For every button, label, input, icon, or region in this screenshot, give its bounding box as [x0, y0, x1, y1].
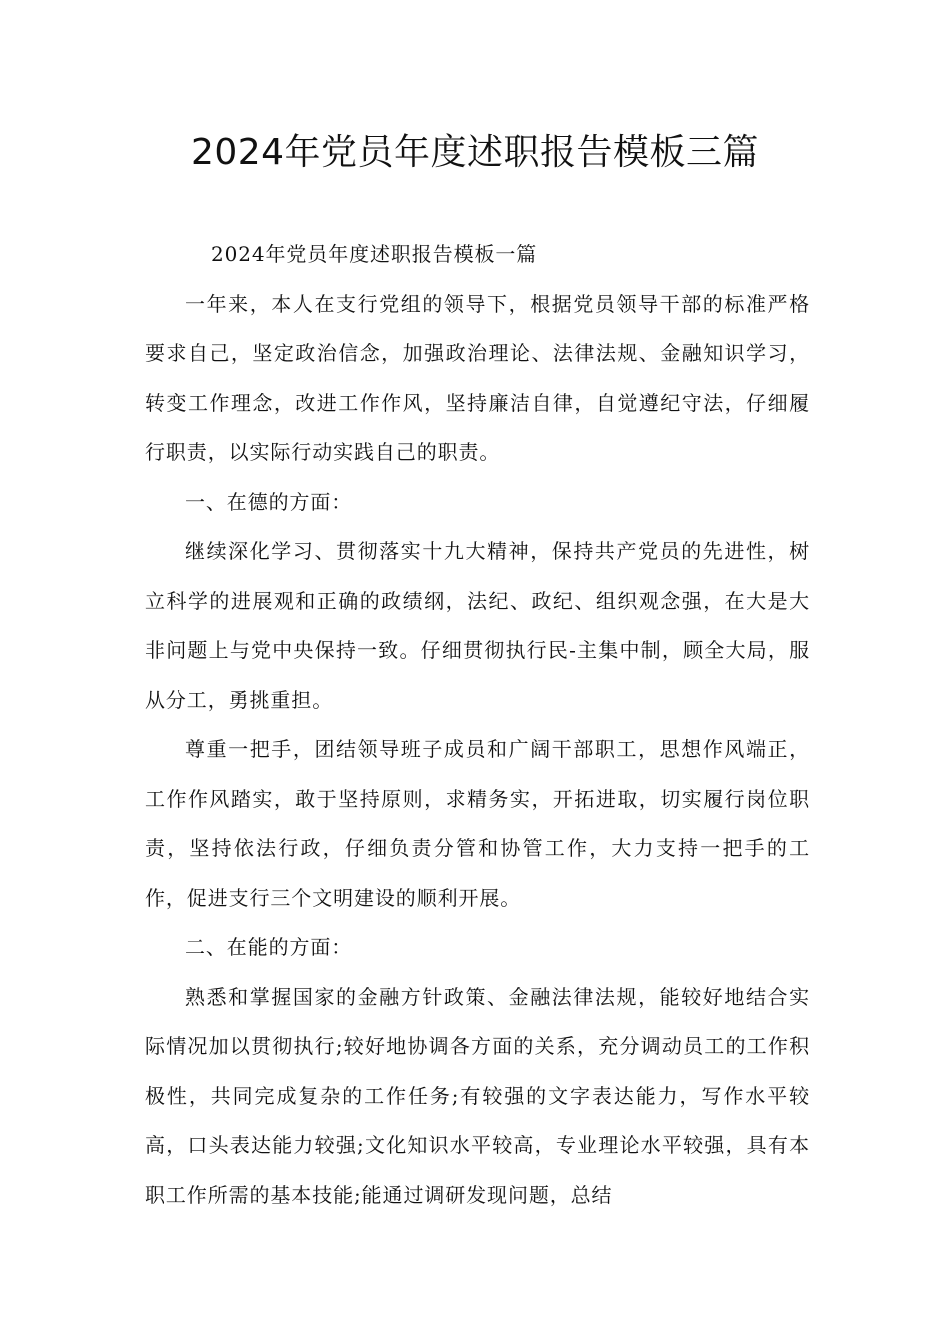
intro-paragraph: 一年来，本人在支行党组的领导下，根据党员领导干部的标准严格要求自己，坚定政治信念，加强政治理论、法律法规、金融知识学习，转变工作理念，改进工作作风，坚持廉洁自律，自觉遵纪守法，仔细履行职责，以实际行动实践自己的职责。: [145, 291, 810, 464]
document-title: 2024年党员年度述职报告模板三篇: [190, 132, 760, 173]
section-heading-morality: 一、在德的方面：: [185, 489, 353, 514]
document-body: [145, 230, 810, 1220]
ability-paragraph: 熟悉和掌握国家的金融方针政策、金融法律法规，能较好地结合实际情况加以贯彻执行;较好地协调各方面的关系，充分调动员工的工作积极性，共同完成复杂的工作任务;有较强的文字表达能力，写作水平较高，口头表达能力较强;文化知识水平较高，专业理论水平较强，具有本职工作所需的基本技能;能通过调研发现问题，总结: [145, 984, 810, 1207]
morality-paragraph-1: 继续深化学习、贯彻落实十九大精神，保持共产党员的先进性，树立科学的进展观和正确的政绩纲，法纪、政纪、组织观念强，在大是大非问题上与党中央保持一致。仔细贯彻执行民-主集中制，顾全大局，服从分工，勇挑重担。: [145, 539, 810, 712]
morality-paragraph-2: 尊重一把手，团结领导班子成员和广阔干部职工，思想作风端正，工作作风踏实，敢于坚持原则，求精务实，开拓进取，切实履行岗位职责，坚持依法行政，仔细负责分管和协管工作，大力支持一把手的工作，促进支行三个文明建设的顺利开展。: [145, 737, 810, 910]
section-heading-ability: 二、在能的方面：: [185, 935, 353, 959]
section-subtitle: 2024年党员年度述职报告模板一篇: [211, 242, 538, 266]
